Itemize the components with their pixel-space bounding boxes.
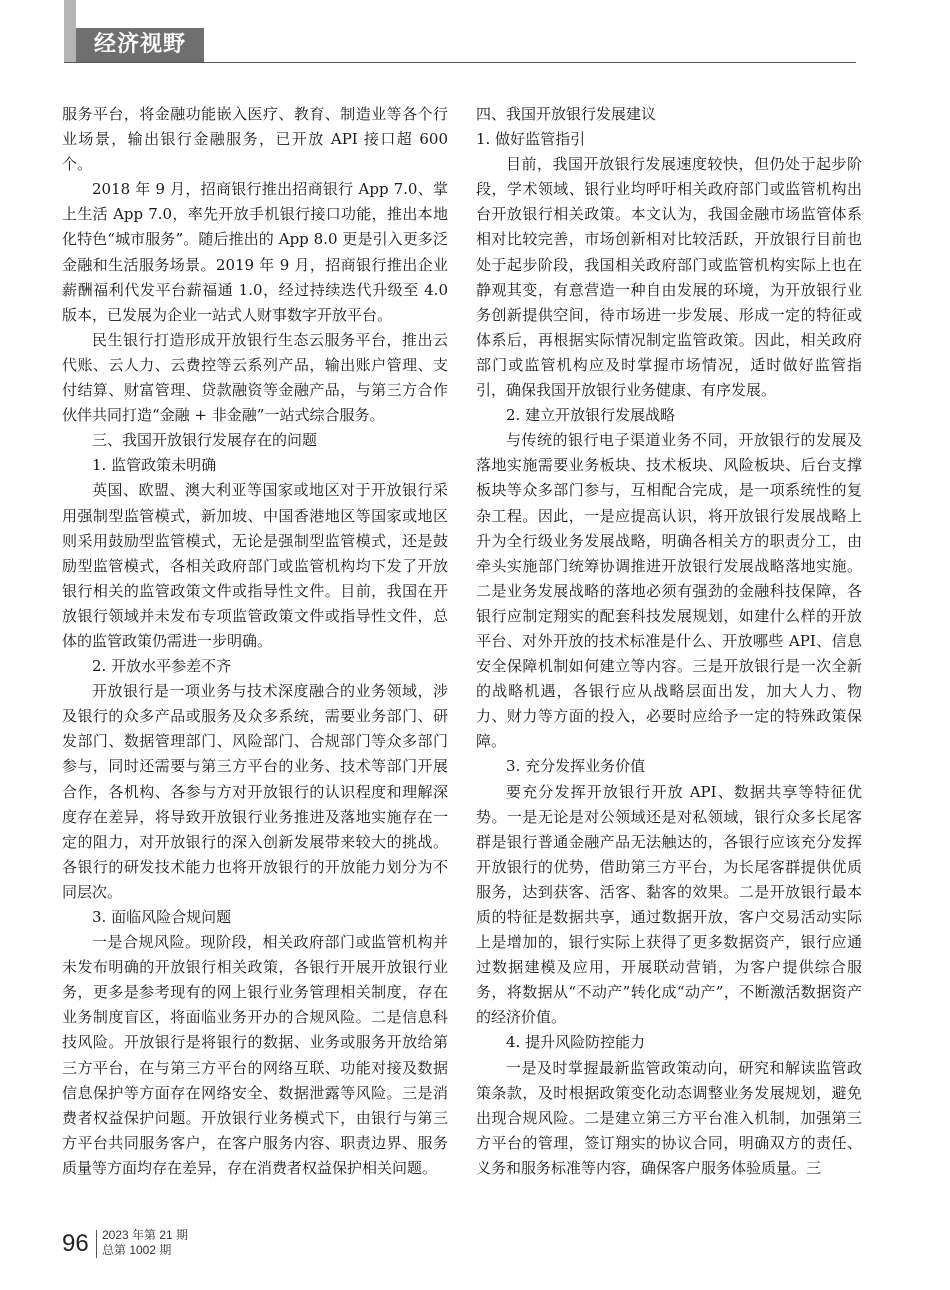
- paragraph: 服务平台，将金融功能嵌入医疗、教育、制造业等各个行业场景，输出银行金融服务，已开放 API 接口超 600 个。: [62, 105, 448, 174]
- paragraph: 要充分发挥开放银行开放 API、数据共享等特征优势。一是无论是对公领域还是对私领域，银行众多长尾客群是银行普通金融产品无法触达的，各银行应该充分发挥开放银行的优势，借助第三方平台，为长尾客群提供优质服务，达到获客、活客、黏客的效果。二是开放银行最本质的特征是数据共享，通过数据开放，客户交易活动实际上是增加的，银行实际上获得了更多数据资产，银行应通过数据建模及应用，开展联动营销，为客户提供综合服务，将数据从“不动产”转化成“动产”，不断激活数据资产的经济价值。: [476, 782, 862, 1027]
- right-column: [476, 102, 862, 1181]
- header-rule: [64, 62, 856, 63]
- subsection-heading: 2. 建立开放银行发展战略: [506, 406, 676, 425]
- paragraph: 开放银行是一项业务与技术深度融合的业务领域，涉及银行的众多产品或服务及众多系统，需要业务部门、研发部门、数据管理部门、风险部门、合规部门等众多部门参与，同时还需要与第三方平台的业务、技术等部门开展合作，各机构、各参与方对开放银行的认识程度和理解深度存在差异，将导致开放银行业务推进及落地实施存在一定的阻力，对开放银行的深入创新发展带来较大的挑战。各银行的研发技术能力也将开放银行的开放能力划分为不同层次。: [62, 682, 448, 901]
- paragraph: 一是合规风险。现阶段，相关政府部门或监管机构并未发布明确的开放银行相关政策，各银行开展开放银行业务，更多是参考现有的网上银行业务管理相关制度，存在业务制度盲区，将面临业务开办的合规风险。二是信息科技风险。开放银行是将银行的数据、业务或服务开放给第三方平台，在与第三方平台的网络互联、功能对接及数据信息保护等方面存在网络安全、数据泄露等风险。三是消费者权益保护问题。开放银行业务模式下，由银行与第三方平台共同服务客户，在客户服务内容、职责边界、服务质量等方面均存在差异，存在消费者权益保护相关问题。: [62, 933, 448, 1177]
- subsection-heading: 1. 监管政策未明确: [92, 456, 217, 475]
- footer-divider: [96, 1230, 97, 1258]
- subsection-heading: 3. 面临风险合规问题: [92, 908, 232, 926]
- subsection-heading: 2. 开放水平参差不齐: [92, 657, 232, 676]
- subsection-heading: 3. 充分发挥业务价值: [506, 757, 646, 776]
- left-column: [62, 102, 448, 1181]
- subsection-heading: 4. 提升风险防控能力: [506, 1033, 646, 1052]
- section-heading: 三、我国开放银行发展存在的问题: [92, 431, 318, 450]
- paragraph: 目前，我国开放银行发展速度较快，但仍处于起步阶段，学术领域、银行业均呼吁相关政府部门或监管机构出台开放银行相关政策。本文认为，我国金融市场监管体系相对比较完善，市场创新相对比较活跃，开放银行目前也处于起步阶段，我国相关政府部门或监管机构实际上也在静观其变，有意营造一种自由发展的环境，为开放银行业务创新提供空间，待市场进一步发展、形成一定的特征或体系后，再根据实际情况制定监管政策。因此，相关政府部门或监管机构应及时掌握市场情况，适时做好监管指引，确保我国开放银行业务健康、有序发展。: [476, 155, 862, 400]
- paragraph: 民生银行打造形成开放银行生态云服务平台，推出云代账、云人力、云费控等云系列产品，输出账户管理、支付结算、财富管理、贷款融资等金融产品，与第三方合作伙伴共同打造“金融 + 非金融”一站式综合服务。: [62, 330, 448, 425]
- issue-info: [102, 1228, 188, 1258]
- paragraph: 英国、欧盟、澳大利亚等国家或地区对于开放银行采用强制型监管模式，新加坡、中国香港地区等国家或地区则采用鼓励型监管模式，无论是强制型监管模式，还是鼓励型监管模式，各相关政府部门或监管机构均下发了开放银行相关的监管政策文件或指导性文件。目前，我国在开放银行领域并未发布专项监管政策文件或指导性文件，总体的监管政策仍需进一步明确。: [62, 481, 448, 650]
- header-accent-bar: [64, 0, 76, 62]
- issue-total-number: 总第 1002 期: [102, 1243, 172, 1257]
- section-title: 经济视野: [76, 28, 204, 62]
- paragraph: 一是及时掌握最新监管政策动向，研究和解读监管政策条款，及时根据政策变化动态调整业务发展规划，避免出现合规风险。二是建立第三方平台准入机制，加强第三方平台的管理，签订翔实的协议合同，明确双方的责任、义务和服务标准等内容，确保客户服务体验质量。三: [476, 1058, 862, 1177]
- issue-year-number: 2023 年第 21 期: [102, 1228, 189, 1242]
- page-header: [0, 0, 950, 70]
- subsection-heading: 1. 做好监管指引: [476, 130, 586, 149]
- page-number: 96: [62, 1230, 89, 1257]
- paragraph: 与传统的银行电子渠道业务不同，开放银行的发展及落地实施需要业务板块、技术板块、风险板块、后台支撑板块等众多部门参与，互相配合完成，是一项系统性的复杂工程。因此，一是应提高认识，将开放银行发展战略上升为全行级业务发展战略，明确各相关方的职责分工，由牵头实施部门统筹协调推进开放银行发展战略落地实施。二是业务发展战略的落地必须有强劲的金融科技保障，各银行应制定翔实的配套科技发展规划，如建什么样的开放平台、对外开放的技术标准是什么、开放哪些 API、信息安全保障机制如何建立等内容。三是开放银行是一次全新的战略机遇，各银行应从战略层面出发，加大人力、物力、财力等方面的投入，必要时应给予一定的特殊政策保障。: [476, 431, 862, 751]
- section-heading: 四、我国开放银行发展建议: [476, 105, 657, 123]
- paragraph: 2018 年 9 月，招商银行推出招商银行 App 7.0、掌上生活 App 7.0，率先开放手机银行接口功能，推出本地化特色“城市服务”。随后推出的 App 8.0 更是引入更多泛金融和生活服务场景。2019 年 9 月，招商银行推出企业薪酬福利代发平台薪福通 1.0，经过持续迭代升级至 4.0 版本，已发展为企业一站式人财事数字开放平台。: [62, 180, 448, 324]
